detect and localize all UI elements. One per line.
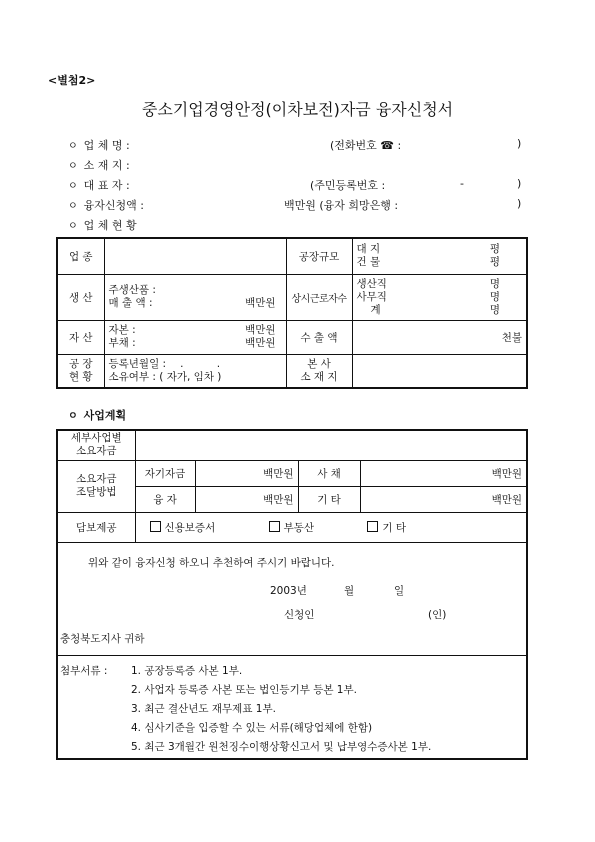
- million-won-unit: 백만원: [491, 493, 522, 506]
- hq-label: [286, 354, 352, 388]
- company-status-heading: [68, 217, 137, 233]
- total-label: 계: [370, 303, 381, 316]
- pyeong-unit: 평: [489, 256, 500, 269]
- table-row: [57, 512, 527, 542]
- business-plan-label: 사업계획: [83, 409, 127, 422]
- resident-number-label: (주민등록번호 :: [310, 179, 386, 192]
- list-item: 3. 최근 결산년도 재무제표 1부.: [131, 702, 276, 715]
- workers-value[interactable]: [352, 274, 527, 320]
- list-item: 5. 최근 3개월간 원천징수이행상황신고서 및 납부영수증사본 1부.: [131, 740, 432, 753]
- export-label: 수 출 액: [286, 320, 352, 354]
- month-label: 월: [344, 584, 355, 597]
- bank-close: ): [517, 197, 522, 210]
- circle-bullet-icon: ㅇ: [68, 161, 78, 172]
- reg-date-dots: . .: [180, 357, 221, 370]
- collateral-options: [135, 512, 527, 542]
- page-title: 중소기업경영안정(이차보전)자금 융자신청서: [141, 100, 454, 119]
- million-won-unit: 백만원: [263, 467, 294, 480]
- checkbox-icon[interactable]: [367, 521, 378, 532]
- company-status-table: [56, 237, 528, 389]
- table-row: [57, 320, 527, 354]
- credit-guarantee-option[interactable]: [150, 522, 216, 534]
- million-won-unit: 백만원: [245, 297, 276, 309]
- hq-value[interactable]: [352, 354, 527, 388]
- attachments-list: [131, 662, 431, 757]
- detail-funds-label: [57, 430, 135, 460]
- annex-label: <별첨2>: [48, 74, 96, 87]
- assets-value[interactable]: [104, 320, 286, 354]
- funding-method-label: [57, 460, 135, 512]
- detail-line1: 세부사업별: [70, 432, 122, 445]
- address-label: 소 재 지 :: [83, 159, 130, 172]
- assets-label: 자 산: [57, 320, 104, 354]
- loan-amount-row: [68, 197, 144, 213]
- hq-line2: 소 재 지: [300, 370, 338, 383]
- table-row: [57, 430, 527, 460]
- debt-label: 부채 :: [108, 337, 136, 349]
- office-staff-label: 사무직: [356, 290, 387, 303]
- year-label: 2003년: [270, 584, 307, 597]
- persons-unit: 명: [489, 277, 500, 290]
- ownership-label: 소유여부 : ( 자가, 임차 ): [108, 370, 222, 383]
- business-plan-heading: [68, 407, 126, 423]
- table-row: [57, 460, 527, 486]
- applicant-label: 신청인: [284, 608, 315, 621]
- million-won-unit: 백만원: [263, 493, 294, 506]
- company-name-row: [68, 137, 130, 153]
- checkbox-icon[interactable]: [269, 521, 280, 532]
- factory-status-label: [57, 354, 104, 388]
- company-name-label: 업 체 명 :: [83, 139, 130, 152]
- circle-bullet-icon: ㅇ: [68, 411, 78, 422]
- business-plan-table: [56, 429, 528, 760]
- persons-unit: 명: [489, 303, 500, 316]
- circle-bullet-icon: ㅇ: [68, 201, 78, 212]
- resident-close: ): [517, 177, 522, 190]
- collateral-label: 담보제공: [57, 512, 135, 542]
- million-won-unit: 백만원: [245, 324, 276, 336]
- circle-bullet-icon: ㅇ: [68, 181, 78, 192]
- factory-status-line2: 현 황: [68, 370, 93, 383]
- loan-label: 융 자: [135, 486, 195, 512]
- credit-guarantee-label: 신용보증서: [164, 521, 216, 534]
- prod-staff-label: 생산직: [356, 277, 387, 290]
- industry-label: 업 종: [57, 238, 104, 274]
- other-collateral-option[interactable]: [367, 522, 406, 534]
- circle-bullet-icon: ㅇ: [68, 141, 78, 152]
- production-label: 생 산: [57, 274, 104, 320]
- land-label: 대 지: [356, 243, 381, 256]
- table-row: [57, 354, 527, 388]
- list-item: 4. 심사기준을 입증할 수 있는 서류(해당업체에 한함): [131, 721, 373, 734]
- bonds-label: 사 채: [298, 460, 360, 486]
- seal-label: (인): [428, 608, 447, 621]
- production-value[interactable]: [104, 274, 286, 320]
- industry-value[interactable]: [104, 238, 286, 274]
- list-item: 2. 사업자 등록증 사본 또는 법인등기부 등본 1부.: [131, 683, 357, 696]
- building-label: 건 물: [356, 256, 381, 269]
- company-status-label: 업 체 현 황: [83, 219, 137, 232]
- funding-line2: 조달방법: [75, 486, 117, 498]
- attachments-section: [57, 655, 527, 759]
- address-row: [68, 157, 130, 173]
- phone-label: (전화번호 ☎ :: [330, 139, 402, 152]
- list-item: 1. 공장등록증 사본 1부.: [131, 664, 243, 677]
- loan-value[interactable]: [195, 486, 298, 512]
- addressee-label: 충청북도지사 귀하: [60, 632, 145, 645]
- capital-label: 자본 :: [108, 324, 136, 336]
- representative-row: [68, 177, 130, 193]
- loan-amount-label: 융자신청액 :: [83, 199, 145, 212]
- phone-close: ): [517, 137, 522, 150]
- hq-line1: 본 사: [307, 357, 331, 370]
- phone-field: [330, 137, 401, 153]
- preferred-bank-label: 백만원 (융자 희망은행 :: [284, 199, 399, 212]
- circle-bullet-icon: ㅇ: [68, 221, 78, 232]
- million-won-unit: 백만원: [245, 337, 276, 349]
- pyeong-unit: 평: [489, 243, 500, 256]
- request-section: [57, 542, 527, 655]
- representative-label: 대 표 자 :: [83, 179, 130, 192]
- detail-funds-value[interactable]: [135, 430, 527, 460]
- factory-status-line1: 공 장: [68, 357, 93, 370]
- other-collateral-label: 기 타: [382, 521, 406, 534]
- detail-line2: 소요자금: [75, 445, 117, 458]
- export-value[interactable]: [352, 320, 527, 354]
- regular-workers-label: 상시근로자수: [286, 274, 352, 320]
- day-label: 일: [394, 584, 405, 597]
- other-value[interactable]: [360, 486, 527, 512]
- factory-status-value[interactable]: [104, 354, 286, 388]
- table-row: [57, 655, 527, 759]
- persons-unit: 명: [489, 290, 500, 303]
- request-text: 위와 같이 융자신청 하오니 추천하여 주시기 바랍니다.: [88, 556, 335, 569]
- reg-date-label: 등록년월일 :: [108, 357, 167, 370]
- checkbox-icon[interactable]: [150, 521, 161, 532]
- funding-line1: 소요자금: [75, 473, 117, 485]
- attachments-label: 첨부서류 :: [60, 664, 108, 677]
- factory-scale-value[interactable]: [352, 238, 527, 274]
- table-row: [57, 542, 527, 655]
- real-estate-label: 부동산: [283, 521, 314, 534]
- sales-label: 매 출 액 :: [108, 297, 153, 309]
- other-label: 기 타: [298, 486, 360, 512]
- thousand-usd-unit: 천불: [501, 331, 522, 344]
- factory-scale-label: 공장규모: [286, 238, 352, 274]
- table-row: [57, 274, 527, 320]
- main-product-label: 주생산품 :: [108, 284, 156, 296]
- resident-number-dash: -: [460, 177, 464, 190]
- real-estate-option[interactable]: [269, 522, 314, 534]
- own-funds-value[interactable]: [195, 460, 298, 486]
- table-row: [57, 238, 527, 274]
- bonds-value[interactable]: [360, 460, 527, 486]
- own-funds-label: 자기자금: [135, 460, 195, 486]
- million-won-unit: 백만원: [491, 467, 522, 480]
